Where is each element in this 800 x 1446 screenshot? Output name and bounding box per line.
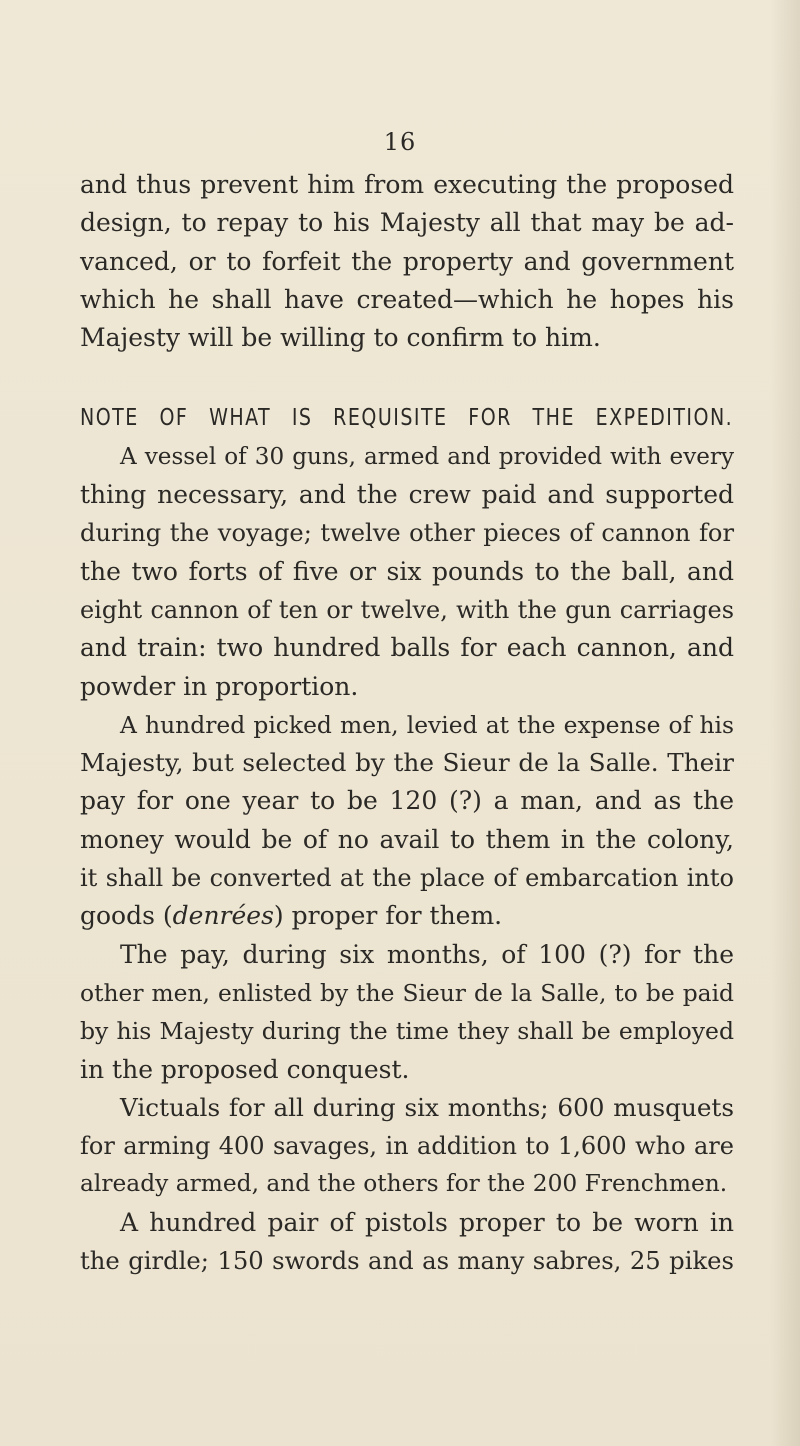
page-number: 16 [383, 128, 417, 156]
text-line: already armed, and the others for the 200 Frenchmen. [80, 1170, 728, 1198]
text-line: for arming 400 savages, in addition to 1,600 who are [80, 1132, 734, 1161]
text-line: Majesty, but selected by the Sieur de la Salle. Their [80, 748, 734, 778]
text-line: by his Majesty during the time they shall be employed [80, 1017, 734, 1046]
paragraph-picked-men [80, 706, 734, 936]
text-line: thing necessary, and the crew paid and supported [80, 480, 734, 510]
text-line: which he shall have created—which he hopes his [80, 284, 734, 314]
text-line: during the voyage; twelve other pieces of cannon for [80, 519, 734, 548]
text-line: money would be of no avail to them in the colony, [80, 824, 734, 854]
paragraph-vessel [80, 438, 734, 706]
text-line: Majesty will be willing to confirm to him. [80, 323, 601, 353]
text-line: and train: two hundred balls for each cannon, and [80, 633, 734, 663]
text-line: powder in proportion. [80, 671, 359, 701]
text-line: design, to repay to his Majesty all that may be ad- [80, 208, 734, 238]
text-line: pay for one year to be 120 (?) a man, and as the [80, 786, 734, 816]
paragraph-pistols [80, 1204, 734, 1281]
paragraph-victuals [80, 1089, 734, 1204]
text-fragment: goods ( [80, 901, 173, 931]
paragraph-pay [80, 936, 734, 1089]
text-line: the two forts of five or six pounds to the ball, and [80, 556, 734, 586]
text-line [80, 897, 734, 935]
text-fragment: ) proper for them. [273, 901, 503, 931]
text-line: Victuals for all during six months; 600 musquets [120, 1092, 734, 1122]
text-line: vanced, or to forfeit the property and government [80, 246, 734, 276]
text-line: it shall be converted at the place of embarcation into [80, 864, 734, 893]
text-line: other men, enlisted by the Sieur de la Salle, to be paid [80, 978, 734, 1007]
italic-term: denrées [172, 901, 274, 931]
text-line: A hundred picked men, levied at the expense of his [120, 710, 734, 739]
text-line: in the proposed conquest. [80, 1054, 410, 1084]
text-line: A vessel of 30 guns, armed and provided with every [120, 443, 734, 470]
section-heading: NOTE OF WHAT IS REQUISITE FOR THE EXPEDITION. [80, 405, 734, 432]
paragraph-intro [80, 166, 734, 357]
section-gap [80, 357, 734, 399]
text-line: eight cannon of ten or twelve, with the gun carriages [80, 595, 734, 624]
text-line: A hundred pair of pistols proper to be worn in [120, 1207, 734, 1237]
text-line: The pay, during six months, of 100 (?) for the [120, 939, 734, 969]
page-body [80, 166, 734, 1280]
text-line: and thus prevent him from executing the proposed [80, 170, 734, 199]
text-line: the girdle; 150 swords and as many sabres, 25 pikes [80, 1246, 734, 1276]
